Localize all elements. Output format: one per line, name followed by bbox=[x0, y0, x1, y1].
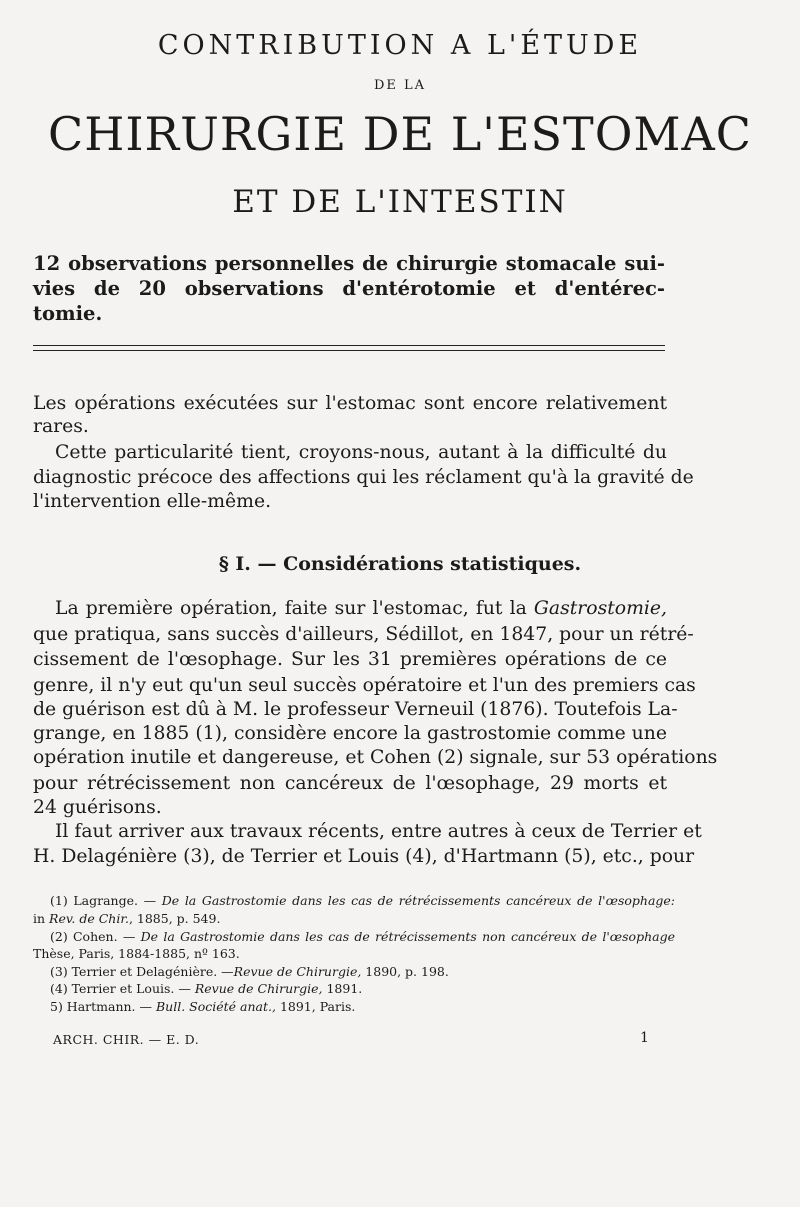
intro-line: rares. bbox=[33, 416, 89, 437]
title-kicker: CONTRIBUTION A L'ÉTUDE bbox=[157, 30, 643, 61]
footnote-5-ref: 1891, Paris. bbox=[275, 999, 356, 1014]
para2-line: Il faut arriver aux travaux récents, entre autres à ceux de Terrier et bbox=[55, 821, 702, 842]
footnote-4-label: (4) Terrier et Louis. — bbox=[50, 981, 195, 996]
para1-line: cissement de l'œsophage. Sur les 31 premières opérations de ce bbox=[33, 649, 667, 670]
footnote-4-journal: Revue de Chirurgie, bbox=[194, 981, 323, 996]
intro-line: l'intervention elle-même. bbox=[33, 491, 272, 512]
para1-emphasis: Gastrostomie, bbox=[533, 598, 667, 619]
footnote-5 bbox=[50, 999, 355, 1014]
footnote-4 bbox=[50, 981, 362, 996]
signature-mark: ARCH. CHIR. — E. D. bbox=[53, 1032, 200, 1047]
para1-line: de guérison est dû à M. le professeur Verneuil (1876). Toutefois La- bbox=[33, 699, 678, 720]
section-heading: § I. — Considérations statistiques. bbox=[218, 553, 582, 575]
footnote-1-journal: Rev. de Chir. bbox=[49, 911, 129, 926]
footnote-2-cont: Thèse, Paris, 1884-1885, nº 163. bbox=[33, 946, 240, 961]
footnote-1 bbox=[50, 893, 675, 908]
footnote-5-label: 5) Hartmann. — bbox=[50, 999, 156, 1014]
footnote-2 bbox=[50, 929, 675, 944]
para1-line: que pratiqua, sans succès d'ailleurs, Sédillot, en 1847, pour un rétré- bbox=[33, 624, 694, 645]
title-de-la: DE LA bbox=[373, 78, 427, 93]
para1-line: 24 guérisons. bbox=[33, 797, 162, 818]
summary-line: 12 observations personnelles de chirurgie stomacale sui- bbox=[33, 252, 665, 275]
intro-line: Cette particularité tient, croyons-nous, autant à la difficulté du bbox=[55, 442, 667, 463]
para1-line: pour rétrécissement non cancéreux de l'œsophage, 29 morts et bbox=[33, 773, 667, 794]
footnote-1-title: De la Gastrostomie dans les cas de rétrécissements cancéreux de l'œsophage: bbox=[161, 893, 676, 908]
page-subtitle: ET DE L'INTESTIN bbox=[232, 184, 568, 220]
para1-line: grange, en 1885 (1), considère encore la gastrostomie comme une bbox=[33, 723, 667, 744]
footnote-1-label: (1) Lagrange. — bbox=[50, 893, 162, 908]
footnote-3-journal: Revue de Chirurgie, bbox=[233, 964, 362, 979]
divider-rule-top bbox=[33, 345, 665, 346]
para1-line: opération inutile et dangereuse, et Cohen (2) signale, sur 53 opérations bbox=[33, 747, 718, 768]
para2-line: H. Delagénière (3), de Terrier et Louis (4), d'Hartmann (5), etc., pour bbox=[33, 846, 695, 867]
footnote-2-title: De la Gastrostomie dans les cas de rétrécissements non cancéreux de l'œsophage bbox=[140, 929, 675, 944]
summary-line: vies de 20 observations d'entérotomie et d'entérec- bbox=[33, 277, 665, 300]
footnote-3-ref: 1890, p. 198. bbox=[361, 964, 449, 979]
summary-line: tomie. bbox=[33, 302, 103, 325]
footnote-4-ref: 1891. bbox=[322, 981, 363, 996]
intro-line: diagnostic précoce des affections qui les réclament qu'à la gravité de bbox=[33, 467, 694, 488]
footnote-3-label: (3) Terrier et Delagénière. — bbox=[50, 964, 234, 979]
footnote-1-ref: , 1885, p. 549. bbox=[128, 911, 221, 926]
divider-rule-bottom bbox=[33, 350, 665, 351]
page-title: CHIRURGIE DE L'ESTOMAC bbox=[48, 107, 752, 161]
footnote-2-label: (2) Cohen. — bbox=[50, 929, 141, 944]
footnote-3 bbox=[50, 964, 449, 979]
footnote-1-in: in bbox=[33, 911, 50, 926]
para1-line: genre, il n'y eut qu'un seul succès opératoire et l'un des premiers cas bbox=[33, 675, 696, 696]
intro-line: Les opérations exécutées sur l'estomac sont encore relativement bbox=[33, 393, 667, 414]
footnote-5-journal: Bull. Société anat., bbox=[155, 999, 276, 1014]
footnote-1-cont bbox=[33, 911, 220, 926]
para1-line bbox=[55, 598, 667, 619]
page-number: 1 bbox=[640, 1030, 649, 1046]
para1-line-text: La première opération, faite sur l'estomac, fut la bbox=[55, 598, 534, 619]
